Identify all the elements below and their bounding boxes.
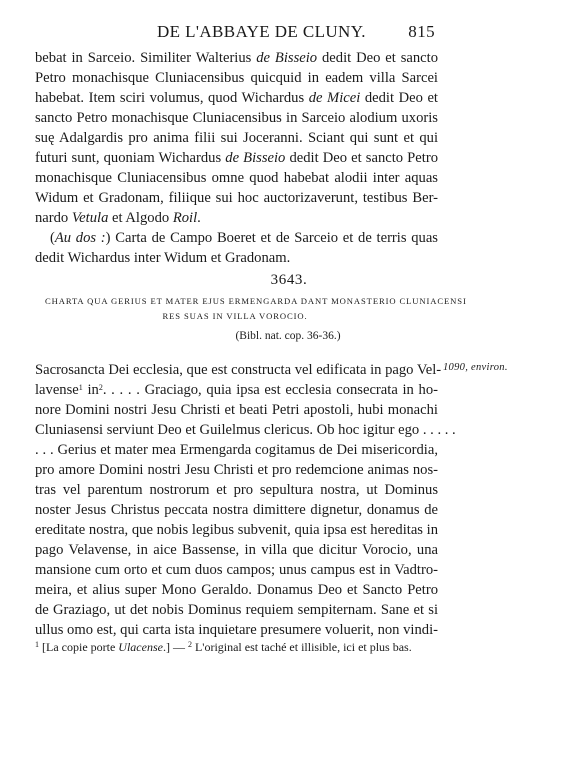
text-line: monachisque Cluniacensibus omne quod habebat alodii inter aquas xyxy=(35,170,438,186)
charter-heading: CHARTA QUA GERIUS ET MATER EJUS ERMENGARDA DANT MONASTERIO CLUNIACENSI xyxy=(45,296,467,306)
text-line: futuri sunt, quoniam Wichardus de Bisseio dedit Deo et sancto Petro xyxy=(35,150,438,166)
text-line: bebat in Sarceio. Similiter Walterius de Bisseio dedit Deo et sancto xyxy=(35,50,439,66)
text-line: pro amore Domini nostri Jesu Christi et pro redemcione animas nos- xyxy=(35,462,438,478)
running-head-title: DE L'ABBAYE DE CLUNY. xyxy=(157,22,366,41)
text-line: noster Jesus Christus peccata nostra dimittere dignetur, donamus de xyxy=(35,502,438,518)
footnote-marker[interactable]: 1 xyxy=(78,383,83,392)
text-line: mansione cum orto et cum duos campos; unus campus est in Vadtro- xyxy=(35,562,438,578)
text-line: pago Velavense, in aice Bassense, in villa que dicitur Vorocio, una xyxy=(35,542,438,558)
page-number: 815 xyxy=(408,22,435,41)
footnotes: $^1$ [La copie porte Ulacense.] — $^2$ L'original est taché et illisible, ici et plus bas. xyxy=(35,640,412,654)
text-line: Widum et Gradonam, filiique sui hoc auctorizaverunt, testibus Ber- xyxy=(35,190,438,206)
text-line: habebat. Item sciri volumus, quod Wichardus de Micei dedit Deo et xyxy=(35,90,438,106)
charter-number: 3643. xyxy=(270,272,308,288)
text-line: nore Domini nostri Jesu Christi et beati Petri apostoli, hubi monachi xyxy=(35,402,438,418)
margin-date: 1090, environ. xyxy=(443,362,508,373)
text-line: Sacrosancta Dei ecclesia, que est constructa vel edificata in pago Vel- xyxy=(35,362,442,378)
footnote-number: 1 xyxy=(35,640,39,649)
text-line: . . . Gerius et mater mea Ermengarda cogitamus de Dei misericordia, xyxy=(35,442,438,458)
footnote-marker[interactable]: 2 xyxy=(98,383,103,392)
charter-heading: RES SUAS IN VILLA VOROCIO. xyxy=(162,311,308,321)
text-line: Cluniasensi serviunt Deo et Guilelmus clericus. Ob hoc igitur ego . . . . . xyxy=(35,422,456,438)
text-line: Petro monachisque Cluniacensibus quicquid in eadem villa Sarcei xyxy=(35,70,438,86)
text-line: tras vel parentum nostrorum et pro sepultura nostra, ut Dominus xyxy=(35,482,438,498)
text-line: meira, et alius super Mono Geraldo. Donamus Deo et Sancto Petro xyxy=(35,582,438,598)
text-line: sancto Petro monachisque Cluniacensibus in Sarceio alodium uxoris xyxy=(35,110,438,126)
footnote-number: 2 xyxy=(187,640,192,649)
text-line: ullus omo est, qui carta ista inquietare presumere voluerit, non vindi- xyxy=(35,622,438,638)
text-line: (Au dos :) Carta de Campo Boeret et de Sarceio et de terris quas xyxy=(50,230,438,246)
text-line: suę Adalgardis pro anima filii sui Joceranni. Sciant qui sunt et qui xyxy=(35,130,438,146)
text-line: dedit Wichardus inter Widum et Gradonam. xyxy=(35,250,291,266)
text-line: ereditate nostra, que nobis legibus subvenit, quia ipsa est hereditas in xyxy=(35,522,438,538)
text-line: lavense$^1$ $in^2$. . . . . Graciago, quia ipsa est ecclesia consecrata in ho- xyxy=(35,382,439,398)
text-line: nardo Vetula et Algodo Roil. xyxy=(35,210,201,226)
source-reference: (Bibl. nat. cop. 36-36.) xyxy=(235,330,341,342)
running-head xyxy=(35,22,435,42)
text-line: de Graziago, ut det nobis Dominus requiem sempiternam. Sane et si xyxy=(35,602,438,618)
